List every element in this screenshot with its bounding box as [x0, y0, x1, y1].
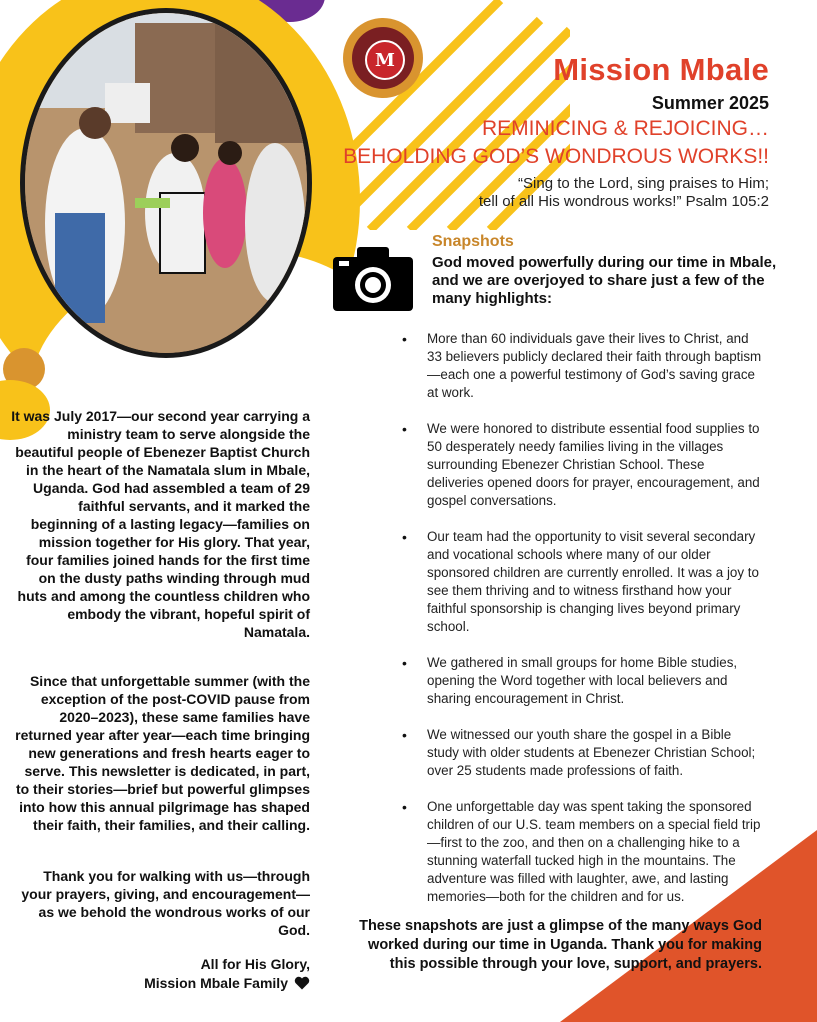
photo-scene [25, 13, 307, 353]
list-item: • We were honored to distribute essential food supplies to 50 desperately needy families living in the villages surrounding Ebenezer Christian School. These deliveries opened doors for prayer, encouragement, and gospel conversations. [400, 420, 762, 510]
story-paragraph-3: Thank you for walking with us—through your prayers, giving, and encouragement—as we behold the wondrous works of our God. [21, 868, 310, 938]
snapshots-closing: These snapshots are just a glimpse of the many ways God worked during our time in Uganda. Thank you for making this possible through your love, support, and prayers. [359, 918, 762, 972]
list-item: • We gathered in small groups for home Bible studies, opening the Word together with local believers and sharing encouragement in Christ. [400, 654, 762, 708]
highlights-list [400, 330, 762, 924]
signoff-text: Mission Mbale Family [144, 975, 288, 991]
story-paragraph-1: It was July 2017—our second year carrying a ministry team to serve alongside the beautiful people of Ebenezer Baptist Church in the heart of the Namatala slum in Mbale, Uganda. God had assembled a team of 29 faithful servants, and it marked the beginning of a lasting legacy—families on mission together for His glory. That year, four families joined hands for the first time on the dusty paths winding through mud huts and among the countless children who embody the vibrant, hopeful spirit of Namatala. [11, 408, 310, 640]
headline-line-2: BEHOLDING GOD’S WONDROUS WORKS!! [343, 145, 769, 168]
snapshots-heading: Snapshots [432, 233, 514, 250]
camera-icon [333, 245, 413, 311]
list-item: • We witnessed our youth share the gospel in a Bible study with older students at Ebenezer Christian School; over 25 students made professions of faith. [400, 726, 762, 780]
heart-icon [294, 976, 310, 990]
headline-line-1: REMINICING & REJOICING… [481, 117, 769, 140]
story-paragraph-2: Since that unforgettable summer (with the exception of the post-COVID pause from 2020–2023), these same families have returned year after year—each time bringing new generations and fresh hearts eager to serve. This newsletter is dedicated, in part, to their stories—brief but powerful glimpses into how this annual pilgrimage has shaped their faith, their families, and their calling. [15, 673, 310, 833]
newsletter-title: Mission Mbale [553, 52, 769, 87]
verse-line-1: “Sing to the Lord, sing praises to Him; [518, 175, 769, 192]
logo-letter: M [375, 49, 395, 71]
signoff-line-2 [144, 975, 310, 991]
edition-label: Summer 2025 [651, 93, 769, 113]
signoff-line-1: All for His Glory, [200, 956, 310, 972]
list-item: • One unforgettable day was spent taking the sponsored children of our U.S. team members on a special field trip—first to the zoo, and then on a challenging hike to a stunning waterfall tucked high in the mountains. The adventure was filled with laughter, awe, and lasting memories—both for the children and for us. [400, 798, 762, 906]
list-item: • Our team had the opportunity to visit several secondary and vocational schools where many of our older sponsored children are currently enrolled. It was a joy to see them thriving and to witness firsthand how your faithful sponsorship is changing lives beyond primary school. [400, 528, 762, 636]
mission-team-photo [20, 8, 312, 358]
list-item: • More than 60 individuals gave their lives to Christ, and 33 believers publicly declared their faith through baptism—each one a powerful testimony of God’s saving grace at work. [400, 330, 762, 402]
mission-mbale-logo [365, 40, 405, 80]
verse-line-2: tell of all His wondrous works!” Psalm 105:2 [478, 193, 769, 210]
snapshots-intro: God moved powerfully during our time in Mbale, and we are overjoyed to share just a few of the many highlights: [432, 254, 777, 307]
